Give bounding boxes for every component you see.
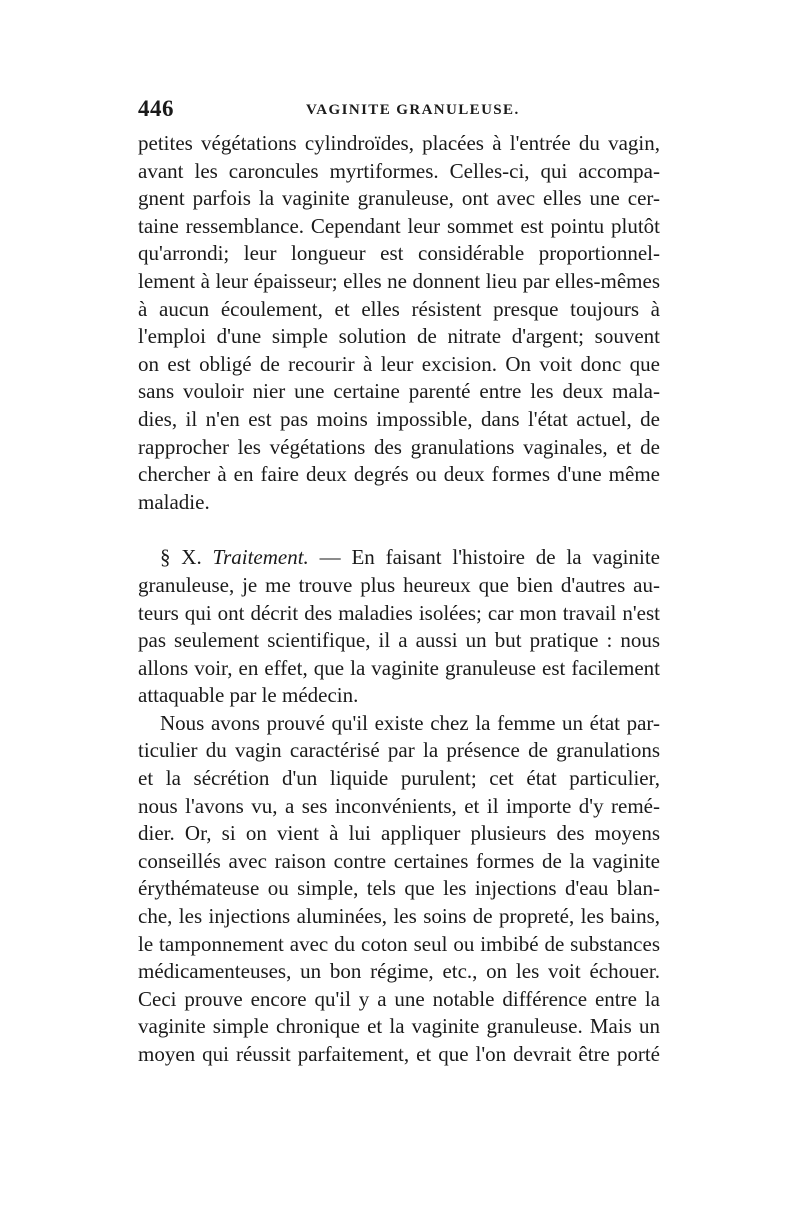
text-line: médicamenteuses, un bon régime, etc., on les voit échouer. — [138, 959, 660, 984]
text-line: teurs qui ont décrit des maladies isolées; car mon travail n'est — [138, 600, 660, 625]
text-line: conseillés avec raison contre certaines formes de la vaginite — [138, 848, 660, 873]
text-line: gnent parfois la vaginite granuleuse, ont avec elles une cer- — [138, 186, 660, 211]
body-text — [138, 130, 660, 1069]
text-line: lement à leur épaisseur; elles ne donnent lieu par elles-mêmes — [138, 268, 660, 293]
text-line: dies, il n'en est pas moins impossible, dans l'état actuel, de — [138, 406, 660, 431]
text-line: che, les injections aluminées, les soins de propreté, les bains, — [138, 904, 660, 929]
text-line: rapprocher les végétations des granulations vaginales, et de — [138, 434, 660, 459]
text-line: taine ressemblance. Cependant leur sommet est pointu plutôt — [138, 213, 660, 238]
section-heading-line — [138, 544, 660, 572]
text-line: moyen qui réussit parfaitement, et que l'on devrait être porté — [138, 1042, 660, 1066]
section-dash: — — [319, 545, 341, 570]
text-line: le tamponnement avec du coton seul ou imbibé de substances — [138, 931, 660, 956]
text-line: qu'arrondi; leur longueur est considérable proportionnel- — [138, 241, 660, 266]
text-line: allons voir, en effet, que la vaginite granuleuse est facilement — [138, 655, 660, 680]
text-line: Nous avons prouvé qu'il existe chez la femme un état par- — [160, 710, 660, 735]
paragraph-1 — [138, 130, 660, 516]
text-line: granuleuse, je me trouve plus heureux que bien d'autres au- — [138, 572, 660, 597]
section-number: § X. — [160, 545, 202, 570]
text-line: attaquable par le médecin. — [138, 683, 359, 708]
text-line: érythémateuse ou simple, tels que les injections d'eau blan- — [138, 876, 660, 901]
page-number: 446 — [138, 96, 174, 121]
text-line: nous l'avons vu, a ses inconvénients, et il importe d'y remé- — [138, 793, 660, 818]
text-line: avant les caroncules myrtiformes. Celles-ci, qui accompa- — [138, 158, 660, 183]
text-line: et la sécrétion d'un liquide purulent; cet état particulier, — [138, 766, 660, 791]
text-line: à aucun écoulement, et elles résistent presque toujours à — [138, 296, 660, 321]
text-line: vaginite simple chronique et la vaginite granuleuse. Mais un — [138, 1014, 660, 1039]
text-line: on est obligé de recourir à leur excision. On voit donc que — [138, 351, 660, 376]
text-line: petites végétations cylindroïdes, placées à l'entrée du vagin, — [138, 131, 660, 155]
text-line: maladie. — [138, 489, 210, 514]
paragraph-gap — [138, 516, 660, 544]
text-line: sans vouloir nier une certaine parenté entre les deux mala- — [138, 379, 660, 404]
text-line: dier. Or, si on vient à lui appliquer plusieurs des moyens — [138, 821, 660, 846]
section-x — [138, 544, 660, 710]
paragraph-3 — [138, 710, 660, 1069]
running-title: VAGINITE GRANULEUSE. — [306, 102, 520, 118]
section-first-line-text: En faisant l'histoire de la vaginite — [351, 545, 661, 570]
text-line: Ceci prouve encore qu'il y a une notable différence entre la — [138, 986, 660, 1011]
text-line: chercher à en faire deux degrés ou deux formes d'une même — [138, 462, 660, 487]
running-head — [138, 96, 668, 130]
text-line: ticulier du vagin caractérisé par la présence de granulations — [138, 738, 660, 763]
section-title: Traitement. — [212, 545, 309, 570]
text-line: l'emploi d'une simple solution de nitrate d'argent; souvent — [138, 324, 660, 349]
text-line: pas seulement scientifique, il a aussi un but pratique : nous — [138, 628, 660, 653]
